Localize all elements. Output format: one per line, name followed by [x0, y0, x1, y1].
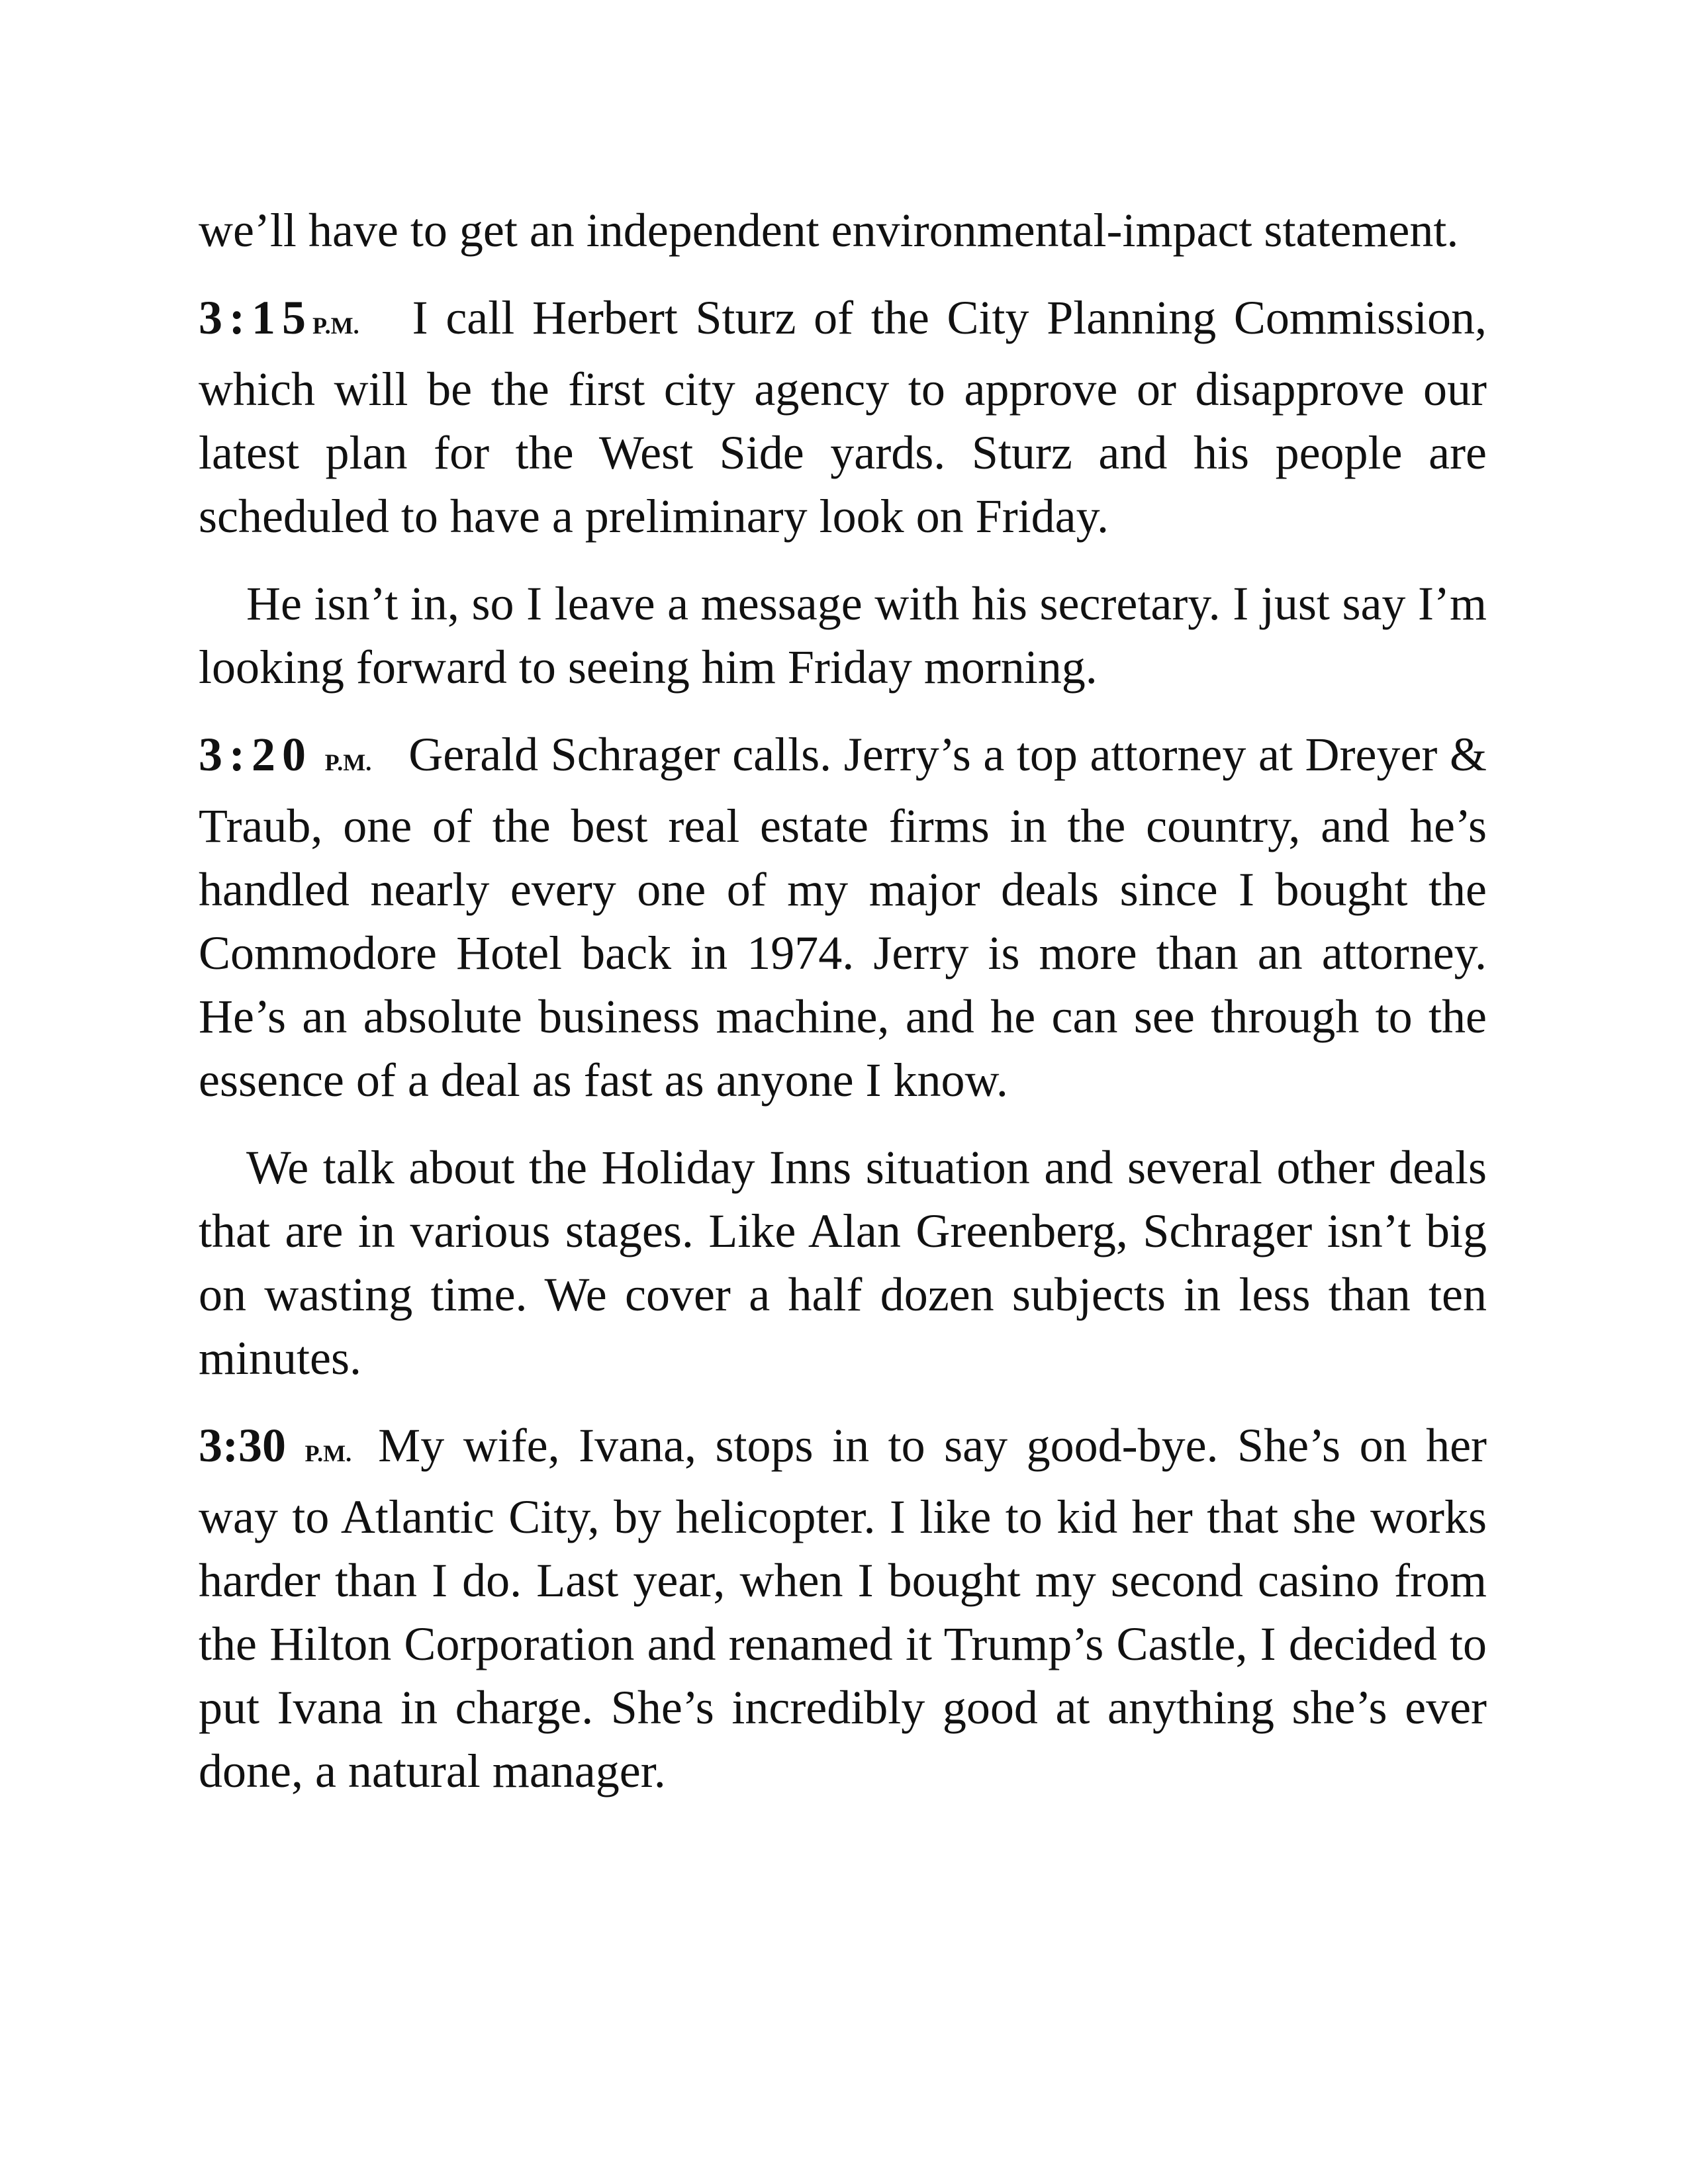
entry-time: 3:30: [199, 1419, 286, 1472]
entry-ampm: P.M.: [324, 749, 372, 776]
entry-ampm: P.M.: [312, 312, 359, 339]
paragraph-message: He isn’t in, so I leave a message with his secretary. I just say I’m looking forward to seeing him Friday morning.: [199, 577, 1487, 694]
page-body: [199, 199, 1487, 1803]
entry-text: I call Herbert Sturz of the City Planning Commission, which will be the first city agency to approve or disapprove our latest plan for the West Side yards. Sturz and his people are scheduled to have a preliminary look on Friday.: [199, 291, 1487, 543]
paragraph-holiday-inns: We talk about the Holiday Inns situation and several other deals that are in various stages. Like Alan Greenberg, Schrager isn’t big on wasting time. We cover a half dozen subjects in less than ten minutes.: [199, 1141, 1487, 1385]
entry-time: 3:20: [199, 728, 312, 781]
paragraph-continuation: we’ll have to get an independent environmental-impact statement.: [199, 204, 1459, 257]
entry-text: My wife, Ivana, stops in to say good-bye. She’s on her way to Atlantic City, by helicopter. I like to kid her that she works harder than I do. Last year, when I bought my second casino from the Hilton Corporation and renamed it Trump’s Castle, I decided to put Ivana in charge. She’s incredibly good at anything she’s ever done, a natural manager.: [199, 1419, 1487, 1797]
entry-3-20: [199, 723, 1487, 1112]
entry-ampm: P.M.: [305, 1440, 352, 1467]
entry-3-30: [199, 1414, 1487, 1803]
entry-text: Gerald Schrager calls. Jerry’s a top attorney at Dreyer & Traub, one of the best real estate firms in the country, and he’s handled nearly every one of my major deals since I bought the Commodore Hotel back in 1974. Jerry is more than an attorney. He’s an absolute business machine, and he can see through to the essence of a deal as fast as anyone I know.: [199, 728, 1487, 1107]
entry-3-15: [199, 286, 1487, 548]
entry-time: 3:15: [199, 291, 312, 344]
